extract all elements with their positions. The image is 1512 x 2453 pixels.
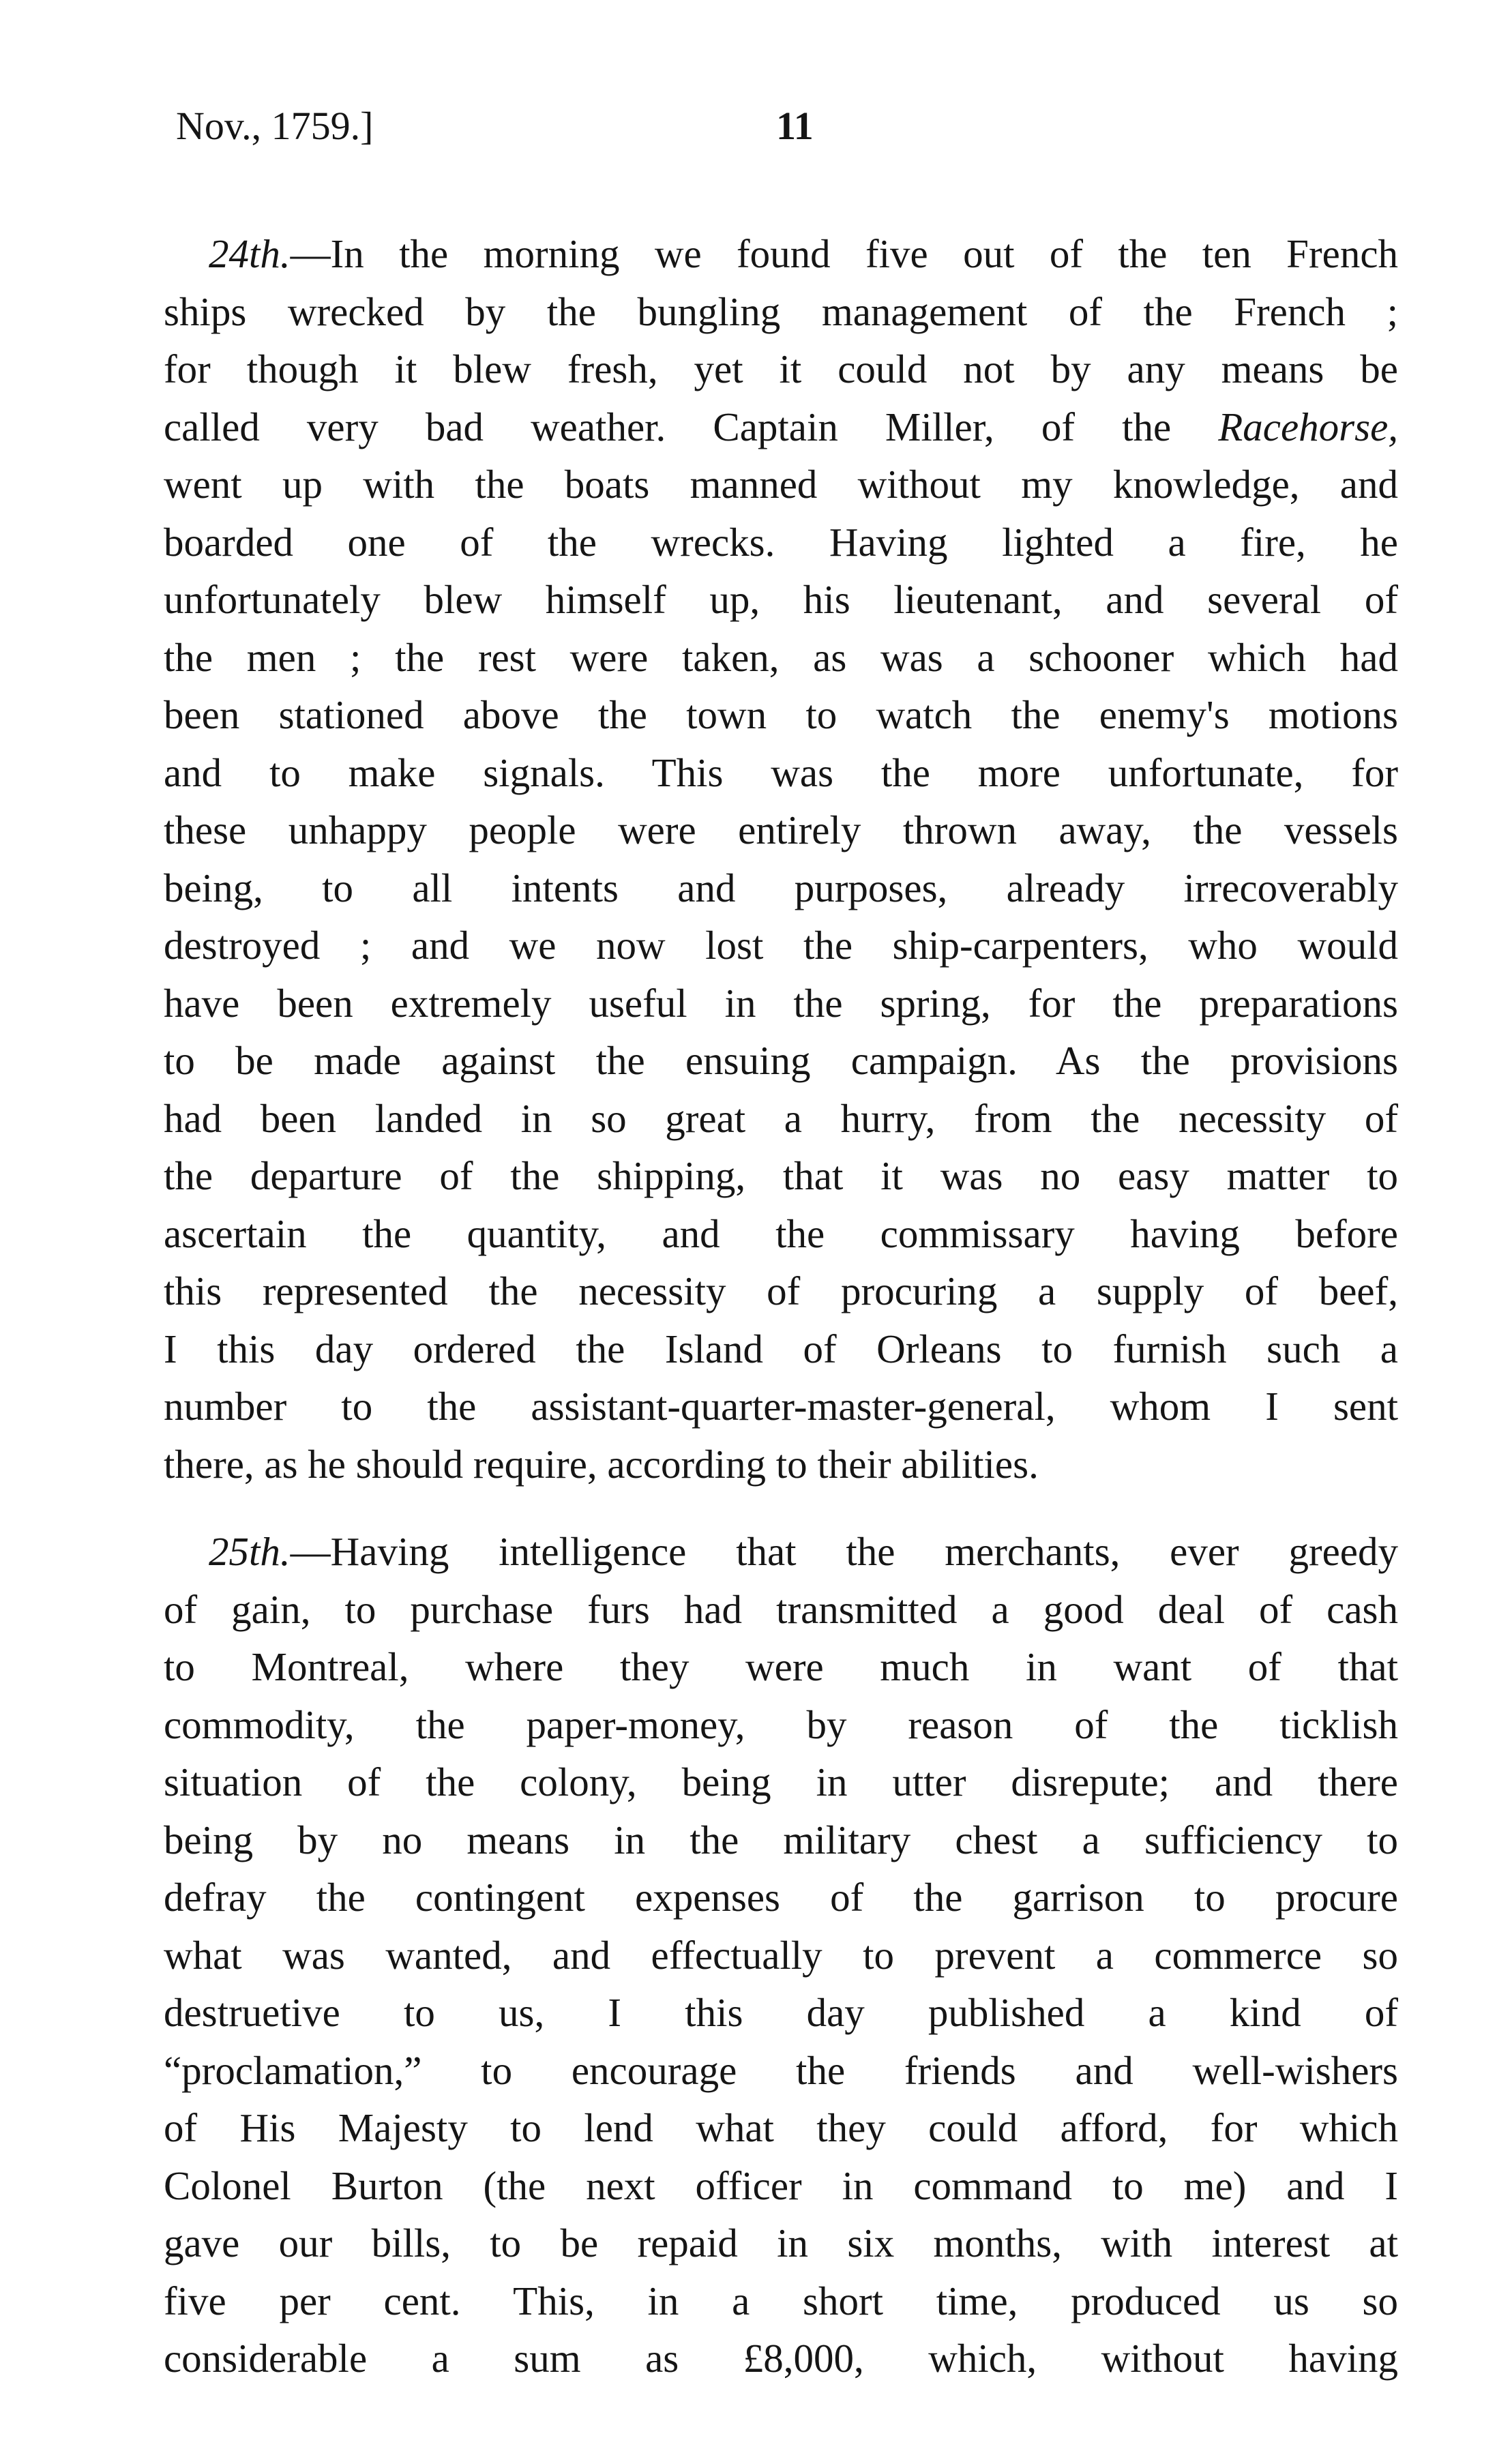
page-number: 11	[776, 104, 814, 148]
text-line: there, as he should require, according to their abilities.	[164, 1441, 1039, 1487]
text-line: the departure of the shipping, that it was no easy matter to	[164, 1153, 1398, 1198]
text-line: to be made against the ensuing campaign. As the provisions	[164, 1038, 1398, 1083]
text-line: gave our bills, to be repaid in six months, with interest at	[164, 2220, 1398, 2265]
text-line: destroyed ; and we now lost the ship-carpenters, who would	[164, 923, 1398, 968]
paragraph-25th	[164, 1523, 1398, 2388]
text-line: this represented the necessity of procuring a supply of beef,	[164, 1268, 1398, 1313]
text-line	[164, 1523, 1398, 1581]
text-line: being, to all intents and purposes, already irrecoverably	[164, 865, 1398, 910]
text-line: of gain, to purchase furs had transmitted a good deal of cash	[164, 1586, 1398, 1632]
text-line	[164, 225, 1398, 283]
text-line: being by no means in the military chest a sufficiency to	[164, 1817, 1398, 1862]
text-line: went up with the boats manned without my knowledge, and	[164, 462, 1398, 507]
text-line: defray the contingent expenses of the garrison to procure	[164, 1875, 1398, 1920]
text-line: “proclamation,” to encourage the friends and well-wishers	[164, 2047, 1398, 2093]
text-line: ascertain the quantity, and the commissary having before	[164, 1210, 1398, 1256]
text-line: considerable a sum as £8,000, which, without having	[164, 2336, 1398, 2381]
text-line: unfortunately blew himself up, his lieutenant, and several of	[164, 577, 1398, 622]
text-line: for though it blew fresh, yet it could not by any means be	[164, 346, 1398, 391]
line-text: —In the morning we found five out of the ten French	[290, 231, 1398, 276]
line-text: called very bad weather. Captain Miller, of the	[164, 404, 1172, 449]
text-line: had been landed in so great a hurry, from the necessity of	[164, 1095, 1398, 1141]
text-line: five per cent. This, in a short time, produced us so	[164, 2278, 1398, 2323]
header-date: Nov., 1759.]	[176, 104, 374, 148]
text-line: number to the assistant-quarter-master-general, whom I sent	[164, 1384, 1398, 1429]
text-line: the men ; the rest were taken, as was a schooner which had	[164, 634, 1398, 680]
entry-date: 24th.	[209, 231, 291, 276]
text-line: been stationed above the town to watch the enemy's motions	[164, 692, 1398, 737]
text-line: Colonel Burton (the next officer in command to me) and I	[164, 2162, 1398, 2208]
text-line: I this day ordered the Island of Orleans to furnish such a	[164, 1326, 1398, 1371]
entry-date: 25th.	[209, 1529, 291, 1574]
text-line: what was wanted, and effectually to prevent a commerce so	[164, 1932, 1398, 1978]
text-line: ships wrecked by the bungling management of the French ;	[164, 288, 1398, 334]
running-head	[176, 95, 1390, 157]
text-line: destruetive to us, I this day published a kind of	[164, 1990, 1398, 2035]
text-line: of His Majesty to lend what they could afford, for which	[164, 2105, 1398, 2150]
line-text: —Having intelligence that the merchants, ever greedy	[290, 1529, 1398, 1574]
text-line: and to make signals. This was the more unfortunate, for	[164, 749, 1398, 795]
text-line: boarded one of the wrecks. Having lighted a fire, he	[164, 519, 1398, 565]
text-line: these unhappy people were entirely thrown away, the vessels	[164, 807, 1398, 852]
ship-name: Racehorse,	[1218, 404, 1399, 449]
text-line: to Montreal, where they were much in want of that	[164, 1644, 1398, 1689]
body-text	[164, 225, 1398, 2388]
text-line: have been extremely useful in the spring, for the preparations	[164, 980, 1398, 1026]
text-line: situation of the colony, being in utter disrepute; and there	[164, 1759, 1398, 1804]
text-line: commodity, the paper-money, by reason of the ticklish	[164, 1701, 1398, 1747]
text-line	[164, 398, 1398, 456]
paragraph-24th	[164, 225, 1398, 1493]
